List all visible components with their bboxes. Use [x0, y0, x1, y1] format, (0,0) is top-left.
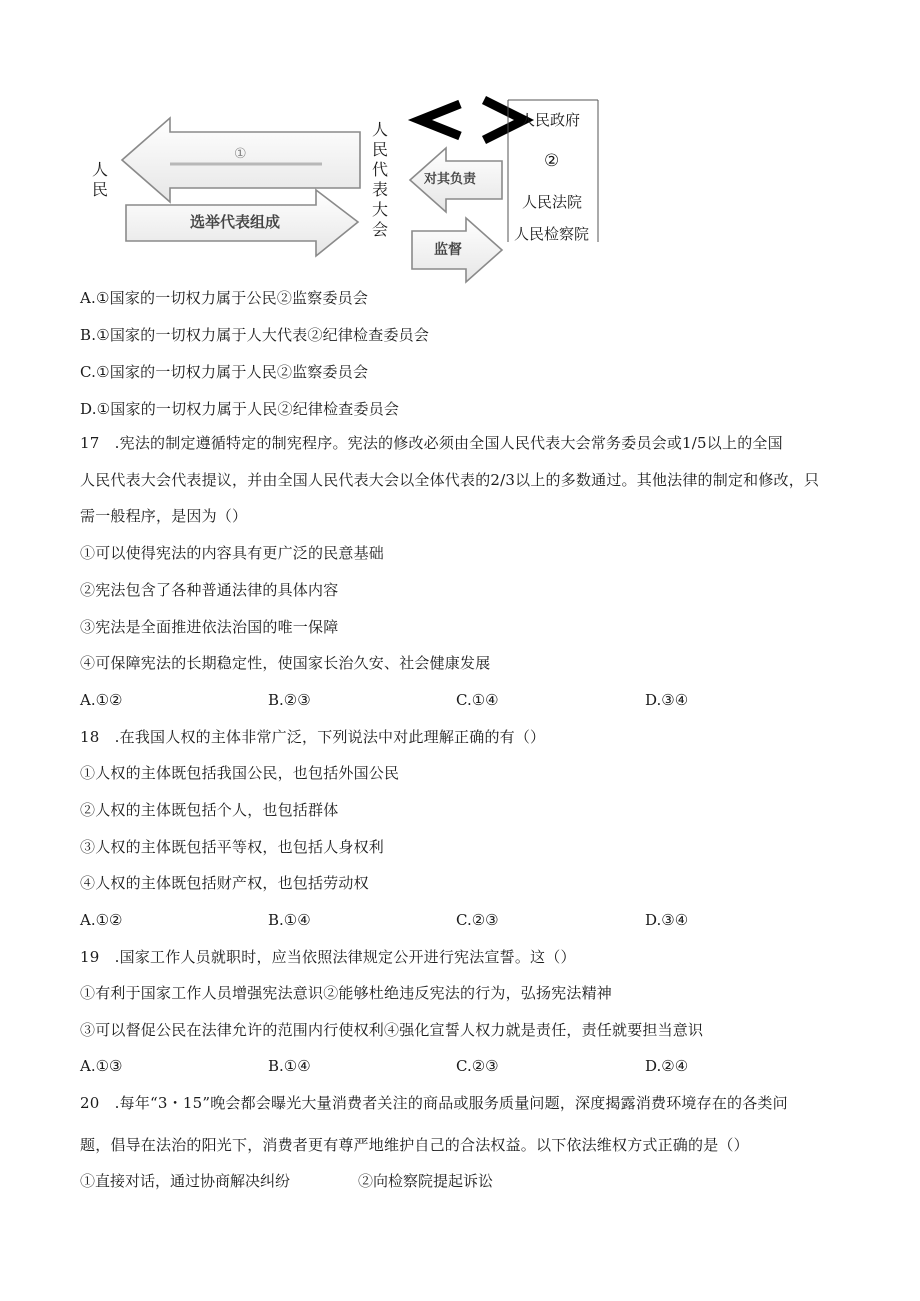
q17-option-d: D.③④ [645, 691, 689, 709]
box-item-blank: ② [544, 151, 560, 171]
left-angle-mark [420, 104, 460, 136]
q17-option-c: C.①④ [456, 691, 499, 709]
q18-statement: ②人权的主体既包括个人，也包括群体 [80, 801, 339, 819]
box-item-procuratorate: 人民检察院 [514, 225, 590, 243]
arrow-supervise-label: 监督 [434, 242, 462, 258]
q18-option-c: C.②③ [456, 911, 499, 929]
q16-option-b: B.①国家的一切权力属于人大代表②纪律检查委员会 [80, 326, 430, 344]
q19-statement: ①有利于国家工作人员增强宪法意识②能够杜绝违反宪法的行为，弘扬宪法精神 [80, 984, 613, 1002]
box-item-court: 人民法院 [522, 193, 583, 211]
q18-statement: ①人权的主体既包括我国公民，也包括外国公民 [80, 764, 400, 782]
arrow-bottom-label: 选举代表组成 [190, 213, 281, 231]
q17-statement: ④可保障宪法的长期稳定性，使国家长治久安、社会健康发展 [80, 654, 491, 672]
q19-option-a: A.①③ [80, 1057, 123, 1075]
q17-statement: ①可以使得宪法的内容具有更广泛的民意基础 [80, 544, 385, 562]
q17-option-b: B.②③ [268, 691, 311, 709]
q19-stem-line: 19 .国家工作人员就职时，应当依照法律规定公开进行宪法宣誓。这（） [80, 948, 576, 966]
arrow-top-label: ① [234, 146, 247, 162]
q18-option-b: B.①④ [268, 911, 311, 929]
q19-statement: ③可以督促公民在法律允许的范围内行使权利④强化宣誓人权力就是责任，责任就要担当意识 [80, 1021, 704, 1039]
box-item-government: 人民政府 [520, 111, 581, 129]
q20-stem-line: 题，倡导在法治的阳光下，消费者更有尊严地维护自己的合法权益。以下依法维权方式正确的是（） [80, 1136, 749, 1154]
q16-option-a: A.①国家的一切权力属于公民②监察委员会 [80, 289, 369, 307]
q20-statement: ①直接对话，通过协商解决纠纷 [80, 1172, 291, 1190]
q18-option-d: D.③④ [645, 911, 689, 929]
q17-stem-line: 需一般程序，是因为（） [80, 507, 248, 525]
q19-option-c: C.②③ [456, 1057, 499, 1075]
q17-option-a: A.①② [80, 691, 123, 709]
q18-statement: ④人权的主体既包括财产权，也包括劳动权 [80, 874, 369, 892]
power-structure-diagram [0, 0, 920, 290]
q19-option-d: D.②④ [645, 1057, 689, 1075]
q17-statement: ③宪法是全面推进依法治国的唯一保障 [80, 618, 339, 636]
q18-option-a: A.①② [80, 911, 123, 929]
q20-stem-line: 20 .每年“3・15”晚会都会曝光大量消费者关注的商品或服务质量问题，深度揭露消费环境存在的各类问 [80, 1094, 788, 1112]
q18-statement: ③人权的主体既包括平等权，也包括人身权利 [80, 838, 385, 856]
q20-statement: ②向检察院提起诉讼 [358, 1172, 494, 1190]
q16-option-d: D.①国家的一切权力属于人民②纪律检查委员会 [80, 400, 400, 418]
q17-stem-line: 人民代表大会代表提议，并由全国人民代表大会以全体代表的2/3以上的多数通过。其他法律的制定和修改，只 [80, 471, 820, 489]
q17-statement: ②宪法包含了各种普通法律的具体内容 [80, 581, 339, 599]
people-label: 人民 [91, 160, 108, 199]
q19-option-b: B.①④ [268, 1057, 311, 1075]
q16-option-c: C.①国家的一切权力属于人民②监察委员会 [80, 363, 369, 381]
q18-stem-line: 18 .在我国人权的主体非常广泛，下列说法中对此理解正确的有（） [80, 728, 546, 746]
right-angle-mark [484, 100, 524, 140]
npc-label: 人民代表大会 [371, 120, 388, 239]
arrow-responsible-label: 对其负责 [424, 172, 477, 187]
q17-stem-line: 17 .宪法的制定遵循特定的制宪程序。宪法的修改必须由全国人民代表大会常务委员会或1/5以上的全国 [80, 434, 783, 452]
